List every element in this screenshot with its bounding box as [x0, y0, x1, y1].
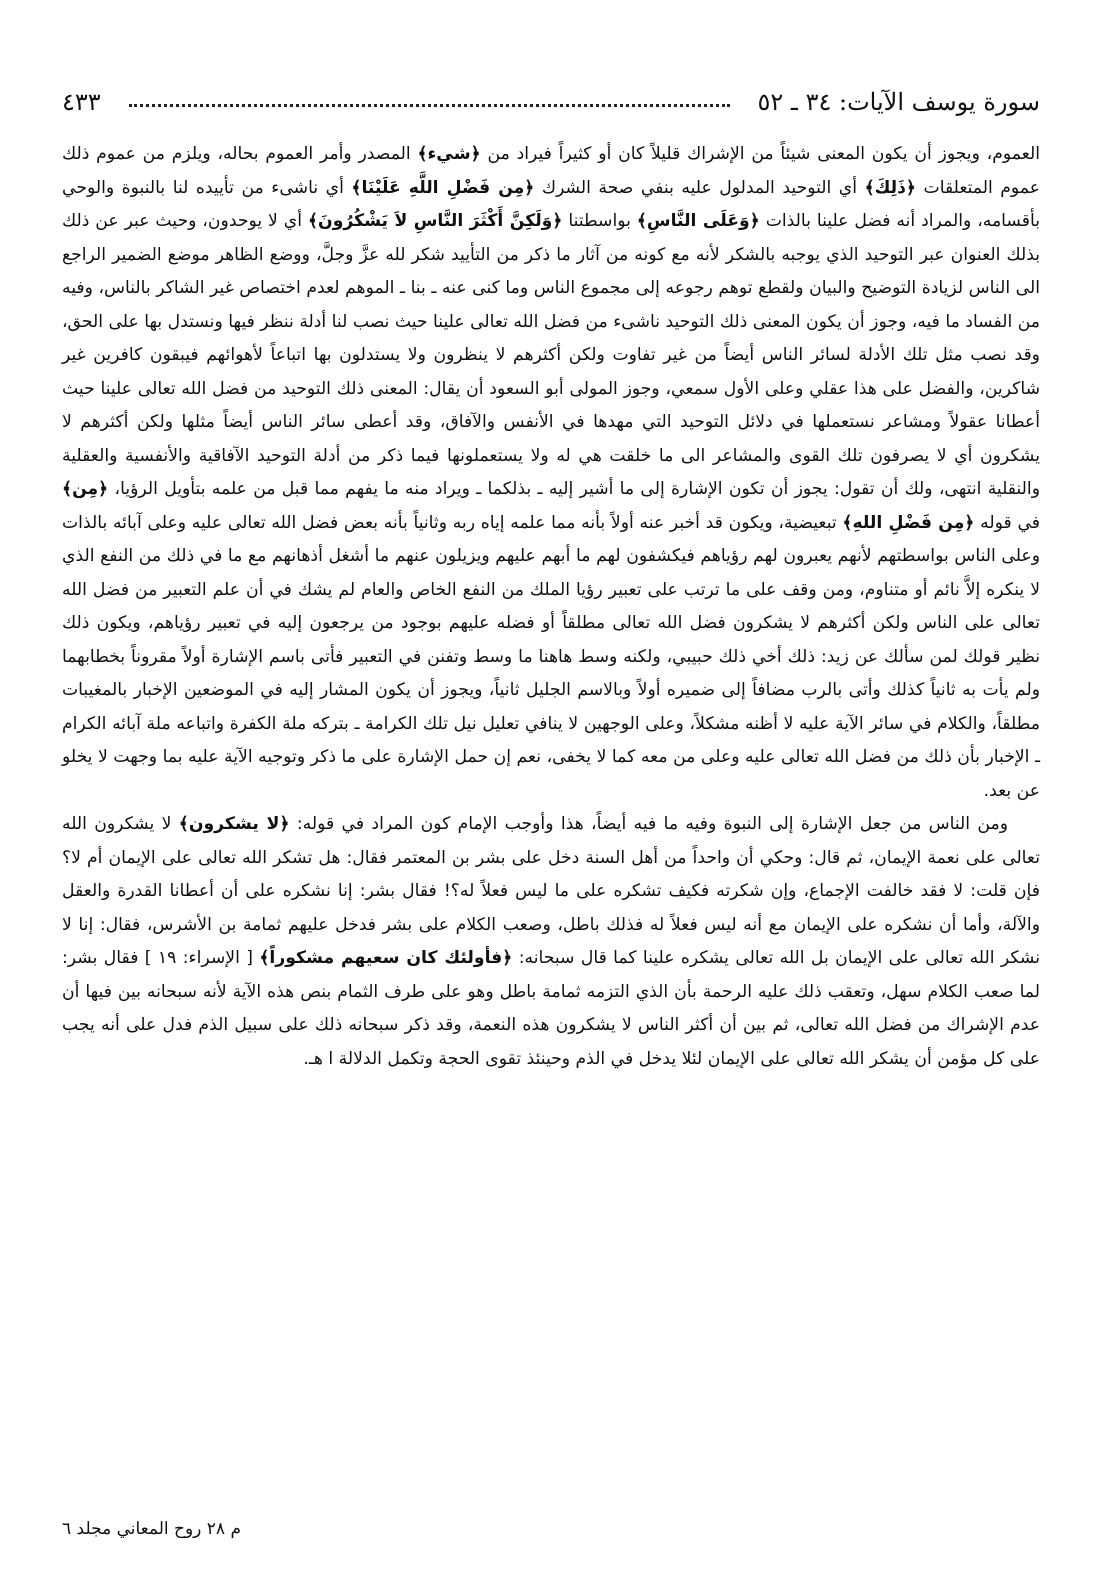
commentary-text: تبعيضية، ويكون قد أخبر عنه أولاً بأنه مما علمه إياه ربه وثانياً بأنه بعض فضل الله تعالى عليه وعلى آبائه بالذات وعلى الناس بواسطتهم لأنهم يعبرون لهم رؤياهم فيكشفون لهم ما أبهم عليهم ويزيلون عنهم ما أشغل أذهانهم مع ما في ذلك من النفع الذي لا ينكره إلاَّ نائم أو متناوم، ومن وقف على ما ترتب على تعبير رؤيا الملك من النفع الخاص والعام لم يشك في أن علم التعبير من فضل الله تعالى على الناس ولكن أكثرهم لا يشكرون فضل الله تعالى مطلقاً أو فضله عليهم بوجود من يرجعون إليه في تعبير رؤياهم، ويكون ذلك نظير قولك لمن سألك عن زيد: ذلك أخي ذلك حبيبي، ولكنه وسط هاهنا ما وسط وتفنن في التعبير فأتى باسم الإشارة أولاً مقروناً بخطابهما ولم يأت به ثانياً كذلك وأتى بالرب مضافاً إلى ضميره أولاً وبالاسم الجليل ثانياً، ويجوز أن يكون المشار إليه في الموضعين الإخبار بالمغيبات مطلقاً، والكلام في سائر الآية عليه لا أظنه مشكلاً، وعلى الوجهين لا ينافي تعليل نيل تلك الكرامة ـ بتركه ملة الكفرة واتباعه ملة آبائه الكرام ـ الإخبار بأن ذلك من فضل الله تعالى عليه وعلى من معه كما لا يخفى، نعم إن حمل الإشارة على ما ذكر وتوجيه الآية عليه بما وجهت لا يخلو عن بعد.: [62, 512, 1040, 801]
quran-quote: ﴿مِن فَضْلِ اللَّهِ عَلَيْنَا﴾: [351, 177, 535, 198]
commentary-text: ومن الناس من جعل الإشارة إلى النبوة وفيه ما فيه أيضاً، هذا وأوجب الإمام كون المراد في قوله:: [289, 814, 1008, 834]
running-header: [62, 82, 1040, 122]
commentary-text: المصدر وأمر العموم بحاله، ويلزم من عموم ذلك عموم المتعلقات: [62, 144, 1041, 198]
commentary-text: أي التوحيد المدلول عليه بنفي صحة الشرك: [534, 177, 865, 198]
paragraph-1: [62, 138, 1040, 808]
commentary-body: [62, 138, 1040, 1076]
commentary-text: [ الإسراء: ١٩ ] فقال بشر: لما صعب الكلام سهل، وتعقب ذلك عليه الرحمة بأن الذي التزمه ثمامة باطل وهو على طرف الثمام بنص هذه الآية لأنه سبحانه بين فيها أن عدم الإشراك من فضل الله تعالى، ثم بين أن أكثر الناس لا يشكرون هذه النعمة، وقد ذكر سبحانه ذلك على سبيل الذم فدل على أنه يجب على كل مؤمن أن يشكر الله تعالى على الإيمان لئلا يدخل في الذم وحينئذ تقوى الحجة وتكمل الدلالة ا هـ.: [62, 948, 1040, 1069]
commentary-text: لا يشكرون الله تعالى على نعمة الإيمان، ثم قال: وحكي أن واحداً من أهل السنة دخل على بشر بن المعتمر فقال: هل تشكر الله تعالى على الإيمان أم لا؟ فإن قلت: لا فقد خالفت الإجماع، وإن شكرته فكيف تشكره على ما ليس فعلاً له؟! فقال بشر: إنا نشكره على أن أعطانا القدرة والعقل والآلة، وأما أن نشكره على الإيمان مع أنه ليس فعلاً له فذلك باطل، وصعب الكلام على بشر فدخل عليهم ثمامة بن الأشرس، فقال: إنا لا نشكر الله تعالى على الإيمان بل الله تعالى يشكره علينا كما قال سبحانه:: [62, 814, 1040, 968]
commentary-text: أي ناشىء من تأييده لنا بالنبوة والوحي بأقسامه، والمراد أنه فضل علينا بالذات: [62, 177, 1040, 231]
commentary-text: العموم، ويجوز أن يكون المعنى شيئاً من الإشراك قليلاً كان أو كثيراً فيراد من: [480, 144, 1040, 164]
quran-quote: ﴿مِن فَضْلِ اللهِ﴾: [842, 512, 975, 533]
quran-quote: ﴿مِن﴾: [62, 479, 109, 499]
commentary-text: أي لا يوحدون، وحيث عبر عن ذلك بذلك العنوان عبر التوحيد الذي يوجبه بالشكر لأنه مع كونه من آثار ما ذكر من التأييد شكر لله عزَّ وجلَّ، ووضع الظاهر موضع الضمير الراجع الى الناس لزيادة التوضيح والبيان ولقطع توهم رجوعه إلى مجموع الناس وما كنى عنه ـ بنا ـ الموهم لعدم اختصاص غير الشاكر بالناس، وفيه من الفساد ما فيه، وجوز أن يكون المعنى ذلك التوحيد ناشىء من فضل الله تعالى علينا حيث نصب لنا أدلة ننظر فيها ونستدل بها على الحق، وقد نصب مثل تلك الأدلة لسائر الناس أيضاً من غير تفاوت ولكن أكثرهم لا ينظرون ولا يستدلون بها اتباعاً لأهوائهم فيبقون كافرين غير شاكرين، والفضل على هذا عقلي وعلى الأول سمعي، وجوز المولى أبو السعود أن يقال: المعنى ذلك التوحيد من فضل الله تعالى علينا حيث أعطانا عقولاً ومشاعر نستعملها في دلائل التوحيد التي مهدها في الأنفس والآفاق، وقد أعطى سائر الناس أيضاً مثلها ولكن أكثرهم لا يشكرون أي لا يصرفون تلك القوى والمشاعر الى ما خلقت هي له ولا يستعملونها فيما ذكر من أدلة التوحيد الآفاقية والأنفسية والعقلية والنقلية انتهى، ولك أن تقول: يجوز أن تكون الإشارة إلى ما أشير إليه ـ بذلكما ـ ويراد منه ما يفهم مما قبل من علمه بتأويل الرؤيا،: [62, 211, 1040, 499]
quran-quote: ﴿شيء﴾: [417, 144, 481, 164]
surah-title: سورة يوسف الآيات: ٣٤ ـ ٥٢: [757, 88, 1040, 116]
signature-mark: م ٢٨ روح المعاني مجلد ٦: [62, 1519, 241, 1539]
paragraph-2: [62, 808, 1040, 1076]
commentary-text: في قوله: [974, 512, 1040, 533]
quran-quote: ﴿فأولئك كان سعيهم مشكوراً﴾: [259, 948, 513, 968]
quran-quote: ﴿ذَلِكَ﴾: [864, 177, 916, 198]
quran-quote: ﴿وَعَلَى النَّاسِ﴾: [636, 211, 760, 231]
commentary-text: بواسطتنا: [562, 211, 637, 231]
header-dotted-leader: [129, 98, 730, 107]
quran-quote: ﴿لا يشكرون﴾: [178, 814, 290, 834]
quran-quote: ﴿وَلَكِنَّ أَكْثَرَ النَّاسِ لاَ يَشْكُرُونَ﴾: [307, 211, 563, 231]
page-number: ٤٣٣: [62, 88, 101, 116]
